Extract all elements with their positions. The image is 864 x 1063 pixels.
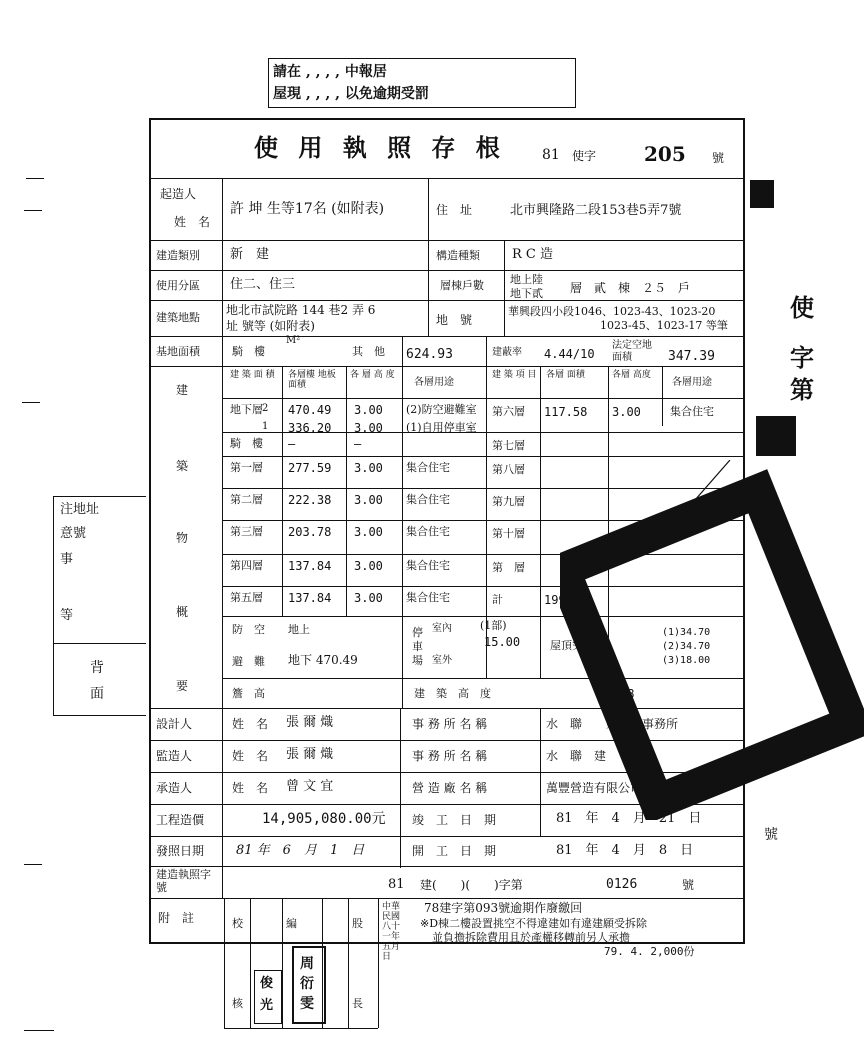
parking-value: 15.00 <box>484 635 521 649</box>
address-value: 北市興隆路二段153巷5弄7號 <box>510 203 682 218</box>
right-margin-d: 號 <box>764 827 778 843</box>
builder-name: 許 坤 生等17名 (如附表) <box>230 201 385 217</box>
cost-label: 工程造價 <box>156 813 205 827</box>
structure-label: 構造種類 <box>436 249 480 262</box>
lot-label: 地 號 <box>436 313 473 327</box>
firm-value: 萬豐營造有限公司 <box>546 781 643 795</box>
notice-box <box>268 58 576 108</box>
official-stamp: 周衍雯 <box>292 946 326 1024</box>
remarks-line-2: ※D棟二樓設置挑空不得違建如有違建願受拆除 <box>420 917 648 930</box>
parking-count: (1部) <box>480 619 507 632</box>
build-type-label: 建造類別 <box>156 249 200 262</box>
supervisor-office-label: 事 務 所 名 稱 <box>412 749 488 763</box>
building-summary-side-label: 建 築 物 概 要 <box>176 383 189 693</box>
coverage-value: 4.44/10 <box>544 347 595 361</box>
supervisor-office: 水 聯 建 <box>546 749 607 763</box>
left-floor-area: — <box>288 437 296 451</box>
contractor-name-label: 姓 名 <box>232 781 269 795</box>
legal-space-label: 法定空地面積 <box>612 340 652 363</box>
legal-space-value: 347.39 <box>668 349 715 364</box>
designer-office: 水 聯 建築師事務所 <box>546 717 679 731</box>
right-margin-c: 第 <box>790 375 814 404</box>
check-label: 校 <box>232 917 243 930</box>
left-floor-name: 地下層 <box>230 403 263 416</box>
left-floor-use: 集合住宅 <box>406 559 450 572</box>
supervisor-name: 張 爾 熾 <box>286 747 334 762</box>
left-floor-height: — <box>354 437 362 451</box>
area-m2: M² <box>286 335 301 346</box>
left-floor-area: 203.78 <box>288 525 332 539</box>
roof-2: (2)34.70 <box>662 641 711 652</box>
build-type-value: 新 建 <box>230 247 270 262</box>
start-value: 81 年 4 月 8 日 <box>556 843 694 858</box>
left-floor-name: 第一層 <box>230 461 263 474</box>
print-code: 79. 4. 2,000份 <box>604 945 695 958</box>
floors-label: 層棟戶數 <box>440 279 484 292</box>
lot-value-2: 1023-45、1023-17 等筆 <box>600 319 728 332</box>
coverage-label: 建蔽率 <box>492 347 522 358</box>
left-floor-use: 集合住宅 <box>406 461 450 474</box>
right-ink-mark <box>756 416 796 456</box>
doc-year: 81 <box>542 147 560 163</box>
site-value-1: 地北市試院路 144 巷2 弄 6 <box>226 303 376 317</box>
right-floor-name: 第九層 <box>492 495 525 508</box>
right-floor-name: 第 層 <box>492 561 525 574</box>
left-floor-height: 3.00 <box>354 493 383 507</box>
side-note-box: 注地址 意號 事 等 背 面 <box>53 496 146 716</box>
left-floor-height: 3.00 <box>354 421 383 435</box>
date-stamp: 中華民國八十一年五月 日 <box>382 902 401 962</box>
section-label: 股 <box>352 917 363 930</box>
left-floor-use: 集合住宅 <box>406 525 450 538</box>
zoning-label: 使用分區 <box>156 279 200 292</box>
supervisor-label: 監造人 <box>156 749 193 763</box>
ink-stamp <box>560 460 864 820</box>
left-floor-name: 第三層 <box>230 525 263 538</box>
permit-mid: 建( )( )字第 <box>420 878 523 892</box>
right-floor-area: 117.58 <box>544 405 588 419</box>
edit-label: 編 <box>286 917 297 930</box>
issue-label: 發照日期 <box>156 844 205 858</box>
building-height-value: 18 <box>620 687 635 701</box>
complete-value: 81 年 4 月 21 日 <box>556 811 702 826</box>
roof-3: (3)18.00 <box>662 655 711 666</box>
header-left-use: 各層用途 <box>414 377 454 388</box>
left-floor-name: 第二層 <box>230 493 263 506</box>
area-arcade: 騎 樓 <box>232 345 265 358</box>
left-floor-name: 第五層 <box>230 591 263 604</box>
eave-label: 簷 高 <box>232 687 265 700</box>
left-floor-area: 277.59 <box>288 461 332 475</box>
right-floor-name: 第七層 <box>492 439 525 452</box>
header-left-area: 各層樓 地板面積 <box>288 370 336 390</box>
right-floor-use: 集合住宅 <box>670 405 714 418</box>
right-floor-name: 第六層 <box>492 405 525 418</box>
area-other-value: 624.93 <box>406 347 453 362</box>
builder-label-2: 姓 名 <box>174 215 211 229</box>
permit-number: 0126 <box>606 877 638 892</box>
address-label: 住 址 <box>436 203 473 217</box>
left-floor-height: 3.00 <box>354 525 383 539</box>
right-ink-mark-top <box>750 180 774 208</box>
contractor-name: 曾 文 宜 <box>286 779 334 794</box>
parking-indoor: 室內 <box>432 623 452 634</box>
left-floor-use: 集合住宅 <box>406 493 450 506</box>
shelter-label: 防 空 <box>232 623 265 636</box>
lot-value-1: 華興段四小段1046、1023-43、1023-20 <box>508 305 716 318</box>
left-floor-area: 222.38 <box>288 493 332 507</box>
doc-number: 205 <box>644 142 686 166</box>
area-other: 其 他 <box>352 345 385 358</box>
notice-line-1: 請在 , , , , 中報居 <box>273 64 387 80</box>
page-title: 使 用 執 照 存 根 <box>254 133 506 162</box>
left-floor-height: 3.00 <box>354 461 383 475</box>
permit-label: 建造執照字 號 <box>156 868 222 894</box>
right-floor-area: 1991.1 <box>544 593 588 607</box>
remarks-label: 附 註 <box>158 911 195 925</box>
left-floor-height: 3.00 <box>354 403 383 417</box>
left-floor-sub: 2 <box>262 403 269 414</box>
remarks-line-1: 78建字第093號逾期作廢繳回 <box>424 901 583 915</box>
right-margin-b: 字 <box>790 343 814 372</box>
header-right-item: 建 築 項 目 <box>492 370 537 380</box>
floors-below: 地下貳 <box>510 287 543 300</box>
supervisor-name-label: 姓 名 <box>232 749 269 763</box>
left-floor-use: 集合住宅 <box>406 591 450 604</box>
chief-label: 長 <box>352 997 363 1010</box>
designer-office-label: 事 務 所 名 稱 <box>412 717 488 731</box>
contractor-label: 承造人 <box>156 781 193 795</box>
structure-value: R C 造 <box>512 247 553 262</box>
cost-value: 14,905,080.00元 <box>262 811 386 827</box>
floors-above: 地上陸 <box>510 273 543 286</box>
approver-stamp: 俊 光 <box>254 970 282 1024</box>
building-height-label: 建 築 高 度 <box>414 687 491 700</box>
start-label: 開 工 日 期 <box>412 844 497 858</box>
site-value-2: 址 號等 (如附表) <box>226 319 315 333</box>
header-right-use: 各層用途 <box>672 377 712 388</box>
zoning-value: 住二、住三 <box>230 277 296 292</box>
roof-1: (1)34.70 <box>662 627 711 638</box>
designer-name-label: 姓 名 <box>232 717 269 731</box>
area-label: 基地面積 <box>156 345 200 358</box>
left-floor-use: (1)自用停車室 <box>406 421 477 434</box>
notice-line-2: 屋現 , , , , 以免逾期受罰 <box>273 86 429 102</box>
firm-label: 營 造 廠 名 稱 <box>412 781 488 795</box>
designer-name: 張 爾 熾 <box>286 715 334 730</box>
left-floor-name: 騎 樓 <box>230 437 263 450</box>
right-floor-name: 計 <box>492 593 503 606</box>
left-floor-area: 137.84 <box>288 591 332 605</box>
right-floor-name: 第十層 <box>492 527 525 540</box>
site-label: 建築地點 <box>156 311 200 324</box>
permit-year: 81 <box>388 877 405 892</box>
doc-word: 使字 <box>572 149 597 163</box>
right-floor-height: 3.00 <box>612 405 641 419</box>
header-right-area: 各層 面積 <box>546 370 585 380</box>
complete-label: 竣 工 日 期 <box>412 813 497 827</box>
left-floor-area: 470.49 <box>288 403 332 417</box>
floors-detail: 層 貳 棟 ２５ 戶 <box>570 281 691 295</box>
issue-value: 81 年 6 月 1 日 <box>236 843 365 858</box>
remarks-line-3: 並負擔拆除費用且於產權移轉前另人承擔 <box>432 931 630 944</box>
evac-below: 地下 470.49 <box>288 653 358 667</box>
permit-suffix: 號 <box>682 878 695 892</box>
header-left-item: 建 築 面 積 <box>230 370 275 380</box>
parking-outdoor: 室外 <box>432 655 452 666</box>
designer-label: 設計人 <box>156 717 193 731</box>
left-floor-area: 336.20 <box>288 421 332 435</box>
parking-label: 停車場 <box>412 626 423 667</box>
left-floor-area: 137.84 <box>288 559 332 573</box>
header-right-height: 各層 高度 <box>612 370 651 380</box>
evac-label: 避 難 <box>232 655 265 668</box>
doc-suffix: 號 <box>712 151 725 165</box>
shelter-above: 地上 <box>288 623 310 636</box>
left-floor-use: (2)防空避難室 <box>406 403 477 416</box>
roof-label: 屋頂突 <box>550 639 583 652</box>
left-floor-height: 3.00 <box>354 559 383 573</box>
left-floor-sub: 1 <box>262 421 269 432</box>
left-floor-height: 3.00 <box>354 591 383 605</box>
right-floor-name: 第八層 <box>492 463 525 476</box>
header-left-height: 各 層 高 度 <box>350 370 395 380</box>
left-floor-name: 第四層 <box>230 559 263 572</box>
builder-label: 起造人 <box>160 187 197 201</box>
right-margin-a: 使 <box>790 293 814 322</box>
approve-label: 核 <box>232 997 243 1010</box>
